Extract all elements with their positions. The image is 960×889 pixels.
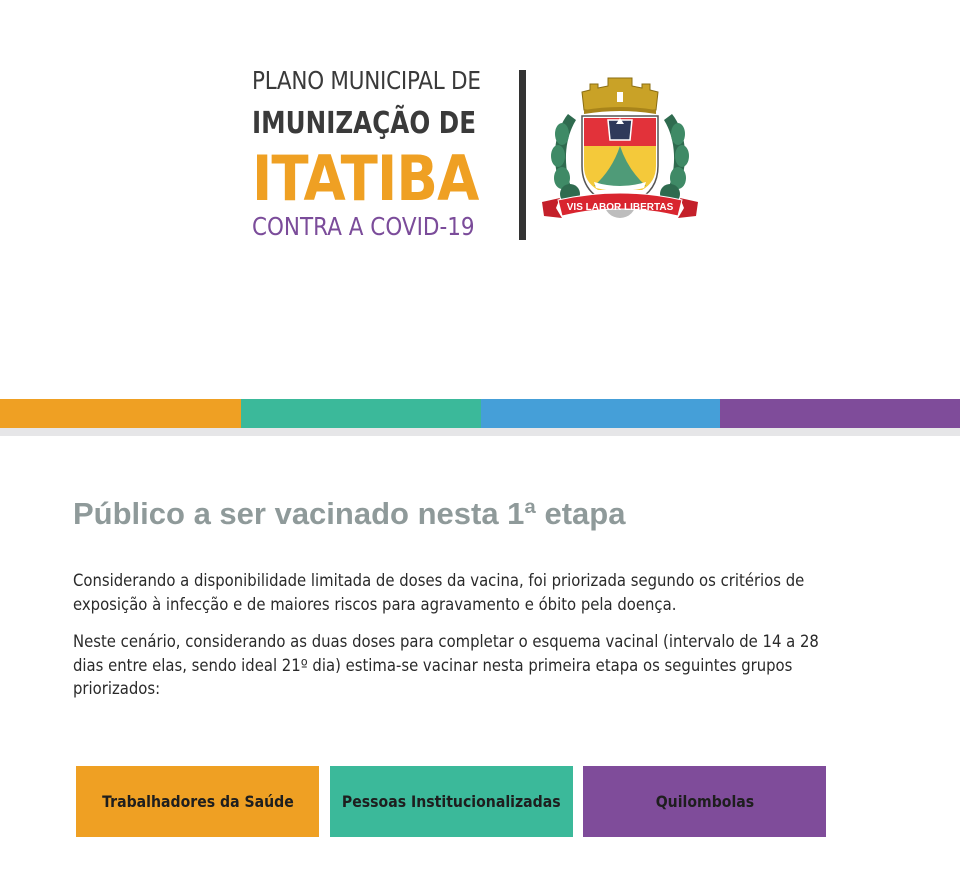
paragraph-scenario: Neste cenário, considerando as duas doses para completar o esquema vacinal (intervalo de 14 a 28 dias entre elas, sendo ideal 21º dia) estima-se vacinar nesta primeira etapa os seguintes grupos priorizados: (73, 632, 819, 698)
mural-crown-icon (582, 78, 658, 114)
logo-line-covid: CONTRA A COVID-19 (252, 212, 475, 241)
itatiba-coat-of-arms-icon (538, 74, 702, 224)
paragraph-priority-criteria: Considerando a disponibilidade limitada de doses da vacina, foi priorizada segundo os critérios de exposição à infecção e de maiores riscos para agravamento e óbito pela doença. (73, 571, 805, 614)
stripe-shadow (0, 428, 960, 436)
group-label: Trabalhadores da Saúde (101, 792, 294, 811)
stripe-purple (720, 399, 960, 428)
logo-line-itatiba: ITATIBA (252, 142, 479, 215)
logo-divider (519, 70, 526, 240)
logo-line-plano-municipal: PLANO MUNICIPAL DE (252, 66, 481, 95)
right-laurel-icon (660, 114, 689, 204)
section-heading: Público a ser vacinado nesta 1ª etapa (73, 496, 626, 531)
stripe-teal (241, 399, 481, 428)
stripe-blue (481, 399, 720, 428)
stripe-orange (0, 399, 241, 428)
color-stripe-bar (0, 399, 960, 428)
crest-motto: VIS LABOR LIBERTAS (566, 202, 674, 213)
left-laurel-icon (551, 114, 580, 204)
group-box-health-workers (76, 766, 319, 837)
group-box-quilombolas (583, 766, 826, 837)
group-label: Quilombolas (655, 792, 754, 811)
group-label: Pessoas Institucionalizadas (342, 792, 561, 811)
logo-line-imunizacao: IMUNIZAÇÃO DE (252, 106, 477, 141)
group-box-institutionalized (330, 766, 573, 837)
